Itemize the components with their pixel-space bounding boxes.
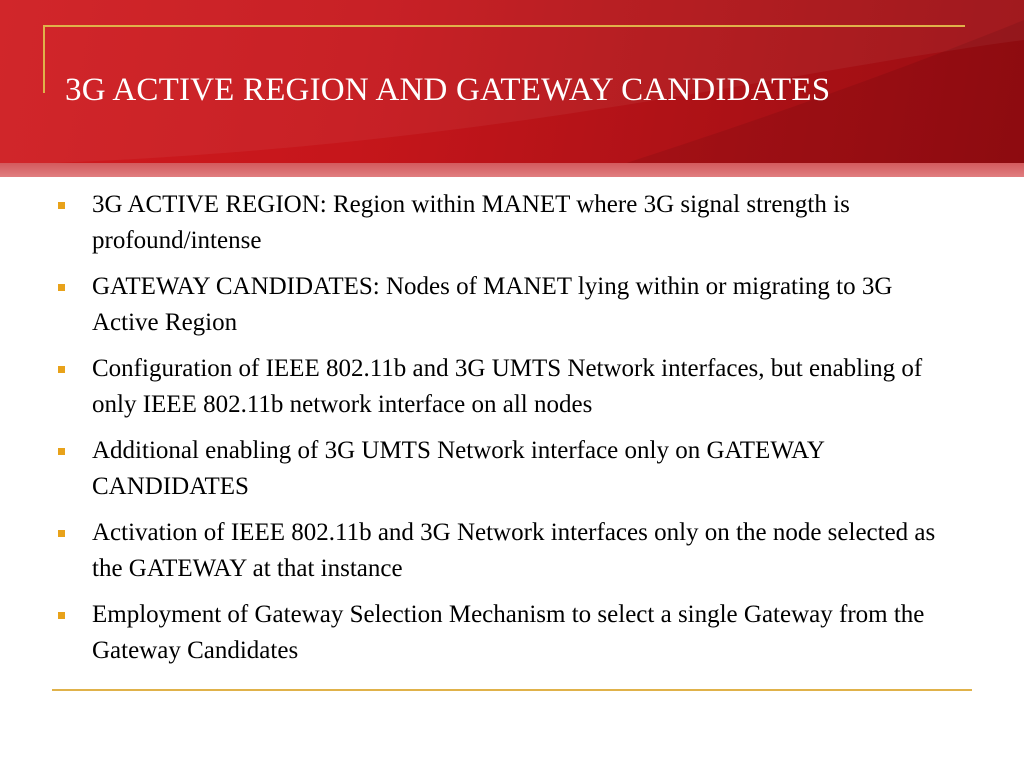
bullet-text: Employment of Gateway Selection Mechanism to select a single Gateway from the Gateway Candidates (92, 601, 925, 664)
bullet-item (56, 351, 956, 423)
slide-title: 3G ACTIVE REGION AND GATEWAY CANDIDATES (65, 72, 831, 108)
bullet-text: Additional enabling of 3G UMTS Network interface only on GATEWAY CANDIDATES (92, 437, 825, 500)
square-bullet-icon (58, 366, 65, 373)
square-bullet-icon (58, 612, 65, 619)
square-bullet-icon (58, 448, 65, 455)
bullet-list (56, 187, 956, 679)
header-stripe (0, 163, 1024, 177)
square-bullet-icon (58, 202, 65, 209)
bullet-text: 3G ACTIVE REGION: Region within MANET where 3G signal strength is profound/intense (92, 191, 850, 254)
bottom-divider (52, 689, 972, 691)
bullet-item (56, 187, 956, 259)
bullet-text: Configuration of IEEE 802.11b and 3G UMTS Network interfaces, but enabling of only IEEE 802.11b network interface on all nodes (92, 355, 923, 418)
bullet-item (56, 433, 956, 505)
gold-frame-left (43, 25, 45, 93)
bullet-text: GATEWAY CANDIDATES: Nodes of MANET lying within or migrating to 3G Active Region (92, 273, 893, 336)
bullet-text: Activation of IEEE 802.11b and 3G Network interfaces only on the node selected as the GATEWAY at that instance (92, 519, 936, 582)
gold-frame-top (43, 25, 965, 27)
bullet-item (56, 597, 956, 669)
bullet-item (56, 515, 956, 587)
bullet-item (56, 269, 956, 341)
square-bullet-icon (58, 530, 65, 537)
square-bullet-icon (58, 284, 65, 291)
